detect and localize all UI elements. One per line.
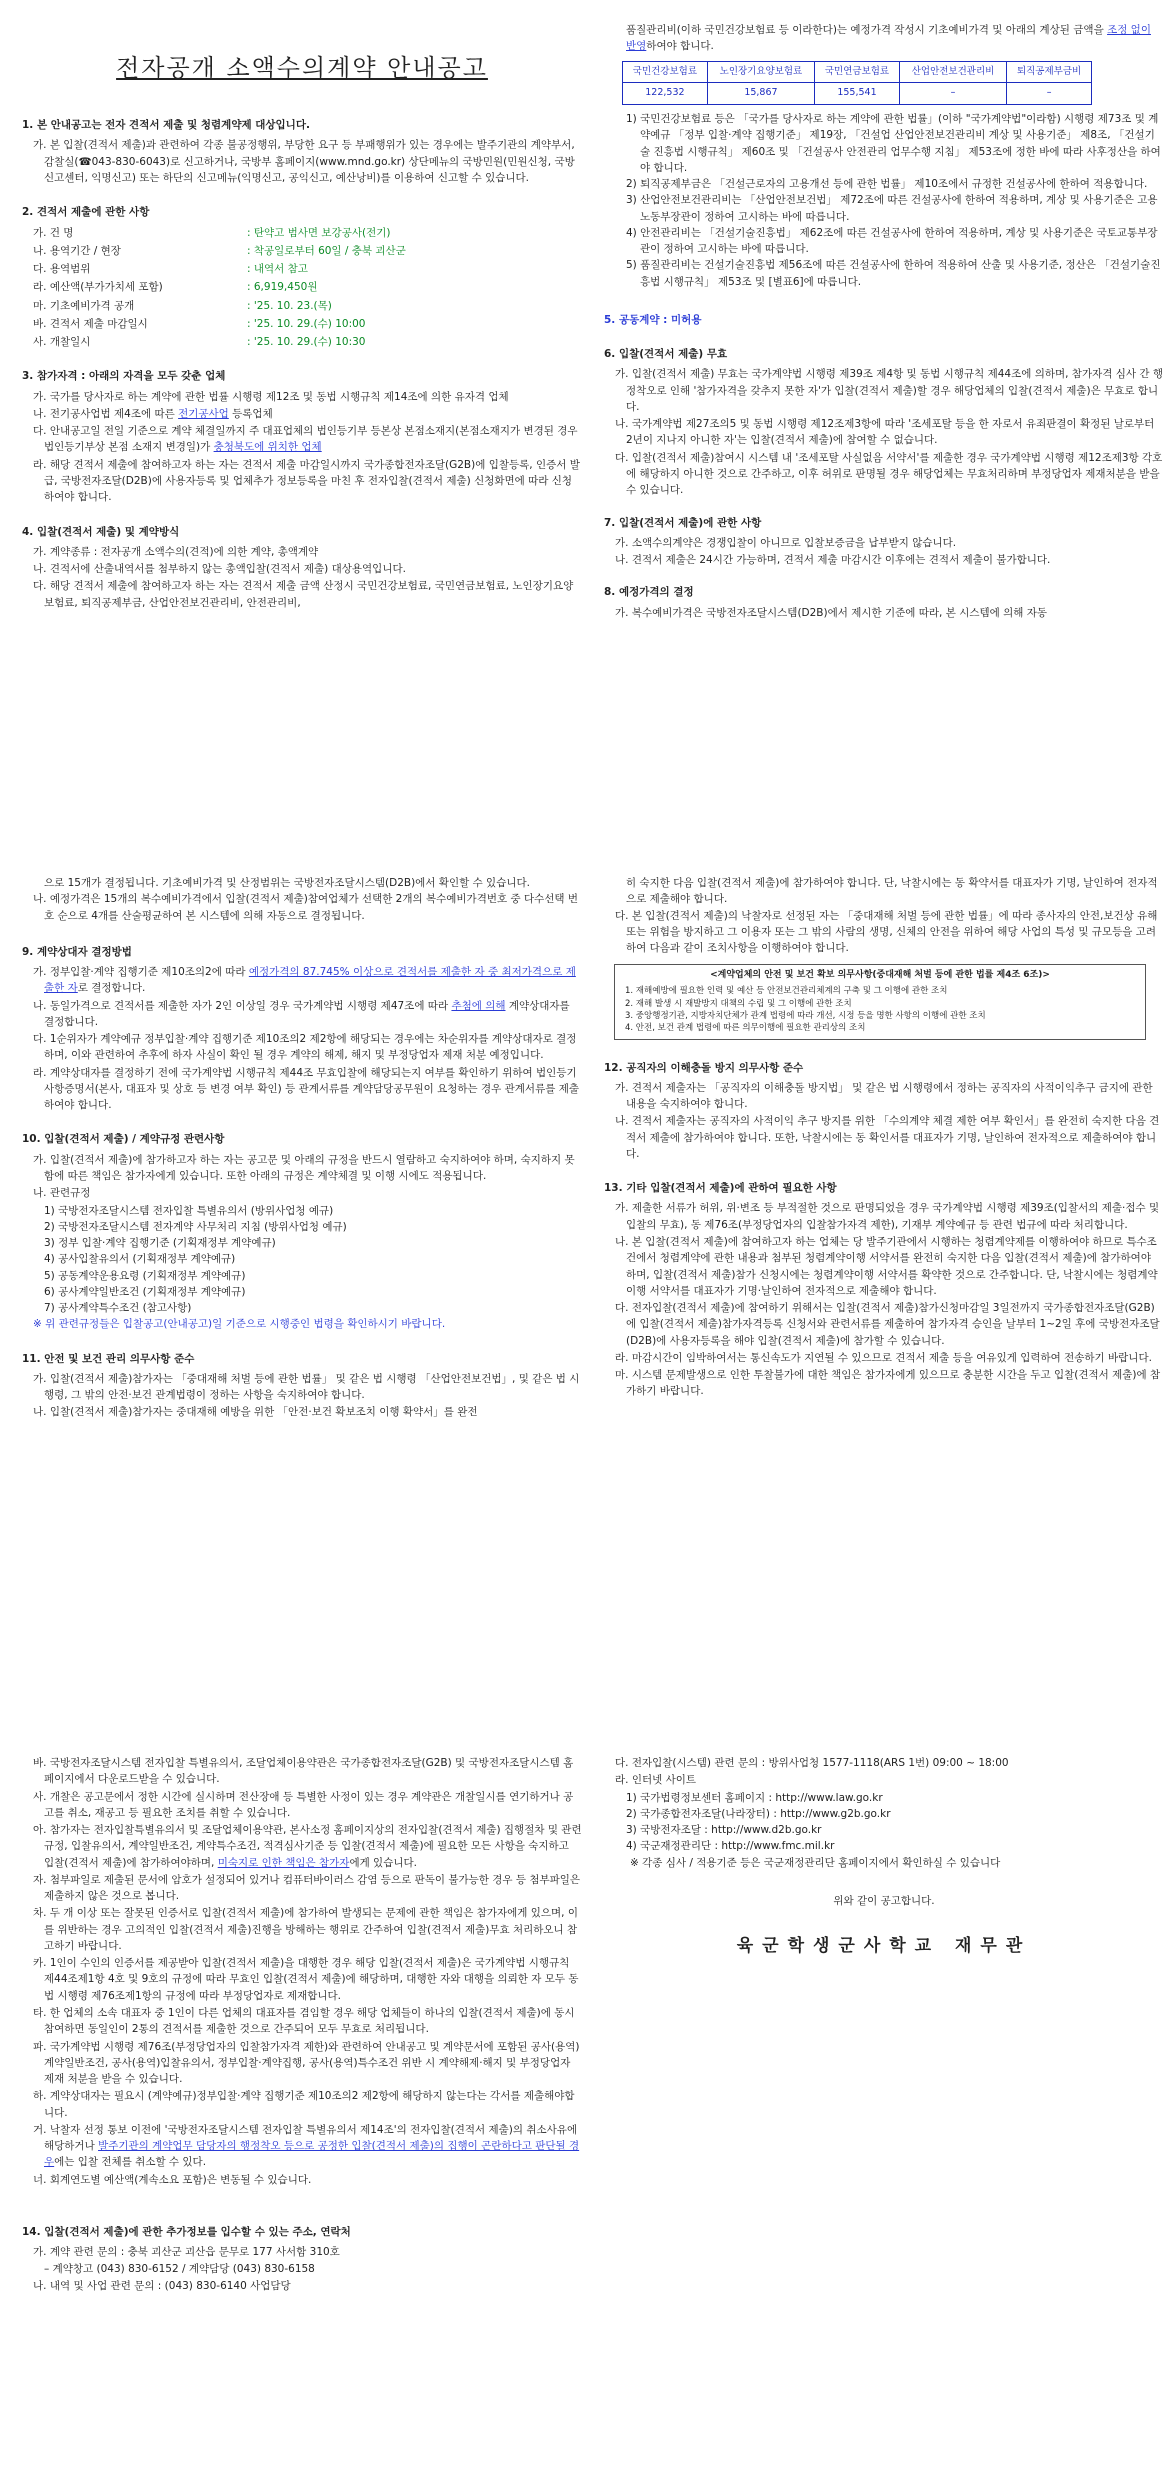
bid-info-row: 바. 견적서 제출 마감일시 : '25. 10. 29.(수) 10:00	[33, 317, 366, 330]
website-link[interactable]: 2) 국가종합전자조달(나라장터) : http://www.g2b.go.kr	[626, 1807, 891, 1820]
bid-info-row: 다. 용역범위 : 내역서 참고	[33, 263, 308, 276]
section-13-item: 카. 1인이 수인의 인증서를 제공받아 입찰(견적서 제출)을 대행한 경우 해당 입찰(견적서 제출)은 국가계약법 시행규칙 제44조제1항 4호 및 9호의 규정에 따라 무효인 입찰(견적서 제출)에 해당하며, 대행한 자와 대행을 의뢰한 자 모두 동법 시행령 제76조제1항의 규정에 따라 부정당업자로 제재합니다.	[33, 1957, 579, 2002]
top-left-column	[22, 50, 582, 612]
cost-note: 3) 산업안전보건관리비는 「산업안전보건법」 제72조에 따른 건설공사에 한하여 적용하며, 계상 및 사용기준은 고용노동부장관이 정하여 고시하는 바에 따릅니다.	[626, 194, 1158, 223]
top-right-column	[604, 22, 1164, 622]
section-8-heading: 8. 예정가격의 결정	[604, 586, 694, 599]
section-6-item: 가. 입찰(견적서 제출) 무효는 국가계약법 시행령 제39조 제4항 및 동법 시행규칙 제44조에 의하며, 참가자격 심사 간 행정착오로 인해 '참가자격을 갖추지 못한 자'가 입찰(견적서 제출)할 경우 해당업체의 입찰(견적서 제출)은 무효로 합니다.	[615, 368, 1163, 413]
section-4-item: 가. 계약종류 : 전자공개 소액수의(견적)에 의한 계약, 총액계약	[33, 545, 319, 558]
section-13-item: 파. 국가계약법 시행령 제76조(부정당업자의 입찰참가자격 제한)와 관련하여 안내공고 및 계약문서에 포함된 공사(용역)계약일반조건, 공사(용역)입찰유의서, 정부입찰·계약집행, 공사(용역)특수조건 위반 시 계약해제·해지 및 부정당업자 제재 처분을 받을 수 있습니다.	[33, 2040, 580, 2086]
section-9-item: 라. 계약상대자를 결정하기 전에 국가계약법 시행규칙 제44조 무효입찰에 해당되는지 여부를 확인하기 위하여 법인등기사항증명서(본사, 대표자 및 상호 등 변경 여부 확인) 등 관계서류를 계약담당공무원이 요청하는 경우 관계서류를 제출하여야 합니다.	[33, 1066, 579, 1112]
section-13-item: 차. 두 개 이상 또는 잘못된 인증서로 입찰(견적서 제출)에 참가하여 발생되는 문제에 관한 책임은 참가자에게 있으며, 이를 위반하는 경우 고의적인 입찰(견적서 제출)진행을 방해하는 행위로 간주하여 입찰(견적서 제출)무효 처리하오니 참고하기 바랍니다.	[33, 1907, 578, 1952]
regulation-item: 7) 공사계약특수조건 (참고사항)	[44, 1302, 192, 1315]
section-13-item: 다. 전자입찰(견적서 제출)에 참여하기 위해서는 입찰(견적서 제출)참가신청마감일 3일전까지 국가종합전자조달(G2B)에 입찰(견적서 제출)참가자격등록 신청서와 관련서류를 제출하여 참가자격 승인을 날부터 1~2일 후에 국방전자조달(D2B)에 사용자등록을 해야 입찰(견적서 제출)에 참가할 수 있습니다.	[615, 1302, 1160, 1347]
bid-info-row: 라. 예산액(부가가치세 포함) : 6,919,450원	[33, 281, 318, 294]
regulation-item: 3) 정부 입찰·계약 집행기준 (기획재정부 계약예규)	[44, 1237, 276, 1250]
section-5-heading: 5. 공동계약 : 미허용	[604, 313, 702, 326]
section-10-item: 나. 관련규정	[33, 1187, 91, 1200]
section-7-item: 나. 견적서 제출은 24시간 가능하며, 견적서 제출 마감시간 이후에는 견적서 제출이 불가합니다.	[615, 554, 1051, 567]
section-4-item: 다. 해당 견적서 제출에 참여하고자 하는 자는 견적서 제출 금액 산정시 국민건강보험료, 국민연금보험료, 노인장기요양보험료, 퇴직공제부금, 산업안전보건관리비, 안전관리비,	[33, 580, 574, 609]
website-link[interactable]: 1) 국가법령정보센터 홈페이지 : http://www.law.go.kr	[626, 1791, 883, 1804]
section-13-item: 바. 국방전자조달시스템 전자입찰 특별유의서, 조달업체이용약관은 국가종합전자조달(G2B) 및 국방전자조달시스템 홈페이지에서 다운로드받을 수 있습니다.	[33, 1757, 574, 1786]
regulation-item: 6) 공사계약일반조건 (기획재정부 계약예규)	[44, 1285, 246, 1298]
section-8-item: 가. 복수예비가격은 국방전자조달시스템(D2B)에서 제시한 기준에 따라, 본 시스템에 의해 자동	[615, 606, 1048, 619]
box-item: 1. 재해예방에 필요한 인력 및 예산 등 안전보건관리체계의 구축 및 그 이행에 관한 조치	[625, 986, 948, 997]
section-9-heading: 9. 계약상대자 결정방법	[22, 945, 132, 958]
section-7-heading: 7. 입찰(견적서 제출)에 관한 사항	[604, 516, 762, 529]
section-13-item: 타. 한 업체의 소속 대표자 중 1인이 다른 업체의 대표자를 겸임할 경우 해당 업체들이 하나의 입찰(견적서 제출)에 동시 참여하면 동일인이 2통의 견적서를 제출한 것으로 간주되어 모두 무효로 처리됩니다.	[33, 2006, 575, 2036]
section-13-item: 하. 계약상대자는 필요시 (계약예규)정부입찰·계약 집행기준 제10조의2 제2항에 해당하지 않는다는 각서를 제출해야합니다.	[33, 2090, 575, 2119]
section-8-continued: 으로 15개가 결정됩니다. 기초예비가격 및 산정범위는 국방전자조달시스템(D2B)에서 확인할 수 있습니다.	[44, 877, 530, 889]
section-10-item: 가. 입찰(견적서 제출)에 참가하고자 하는 자는 공고문 및 아래의 규정을 반드시 열람하고 숙지하여야 하며, 숙지하지 못함에 따른 책임은 참가자에게 있습니다. 또한 아래의 규정은 계약체결 및 이행 시에도 적용됩니다.	[33, 1153, 575, 1182]
box-item: 4. 안전, 보건 관계 법령에 따른 의무이행에 필요한 관리상의 조치	[625, 1023, 866, 1034]
section-13-item: 가. 제출한 서류가 허위, 위·변조 등 부적절한 것으로 판명되었을 경우 국가계약법 시행령 제39조(입찰서의 제출·접수 및 입찰의 무효), 동 제76조(부정당업자의 입찰참가자격 제한), 기재부 계약예규 등 관련 법규에 따라 처리합니다.	[615, 1202, 1160, 1231]
section-1-text: 가. 본 입찰(견적서 제출)과 관련하여 각종 불공정행위, 부당한 요구 등 부패행위가 있는 경우에는 발주기관의 계약부서, 감찰실(☎043-830-6043)로 신고하거나, 국방부 홈페이지(www.mnd.go.kr) 상단메뉴의 국방민원(민원신청, 국방신고센터, 익명신고) 또는 하단의 신고메뉴(익명신고, 공익신고, 예산낭비)를 이용하여 신고할 수 있습니다.	[33, 139, 575, 184]
section-9-item: 가. 정부입찰·계약 집행기준 제10조의2에 따라 예정가격의 87.745% 이상으로 견적서를 제출한 자 중 최저가격으로 제출한 자로 결정합니다.	[33, 966, 576, 995]
section-11-item: 다. 본 입찰(견적서 제출)의 낙찰자로 선정된 자는 「중대재해 처벌 등에 관한 법률」에 따라 종사자의 안전,보건상 유해 또는 위험을 방지하고 그 이용자 또는 그 밖의 사람의 생명, 신체의 안전을 위하여 해당 사업의 특성 및 규모등을 고려하여 다음과 같이 조치사항을 이행하여야 합니다.	[615, 909, 1158, 955]
cost-note: 2) 퇴직공제부금은 「건설근로자의 고용개선 등에 관한 법률」 제10조에서 규정한 건설공사에 한하여 적용합니다.	[626, 178, 1148, 191]
middle-right-column	[604, 875, 1164, 1401]
bid-info-row: 나. 용역기간 / 현장 : 착공일로부터 60일 / 충북 괴산군	[33, 244, 406, 257]
section-13-item: 너. 회계연도별 예산액(계속소요 포함)은 변동될 수 있습니다.	[33, 2173, 312, 2186]
safety-obligation-box	[614, 964, 1146, 1039]
regulation-note: ※ 위 관련규정들은 입찰공고(안내공고)일 기준으로 시행중인 법령을 확인하시기 바랍니다.	[33, 1318, 446, 1331]
section-7-item: 가. 소액수의계약은 경쟁입찰이 아니므로 입찰보증금을 납부받지 않습니다.	[615, 536, 957, 549]
section-11-item: 가. 입찰(견적서 제출)참가자는 「중대재해 처벌 등에 관한 법률」 및 같은 법 시행령 「산업안전보건법」, 및 같은 법 시행령, 그 밖의 안전·보건 관계법령이 정하는 사항을 숙지하여야 합니다.	[33, 1372, 580, 1402]
bid-info-row: 마. 기초예비가격 공개 : '25. 10. 23.(목)	[33, 299, 332, 312]
section-13-item: 마. 시스템 문제발생으로 인한 투찰불가에 대한 책임은 참가자에게 있으므로 충분한 시간을 두고 입찰(견적서 제출)에 참가하기 바랍니다.	[615, 1369, 1161, 1398]
section-12-item: 나. 견적서 제출자는 공직자의 사적이익 추구 방지를 위한 「수의계약 체결 제한 여부 확인서」를 완전히 숙지한 다음 견적서 제출에 참가하여야 합니다. 또한, 낙찰시에는 동 확인서를 대표자가 기명, 날인하여 전자적으로 제출하여야 합니다.	[615, 1115, 1160, 1160]
section-6-item: 다. 입찰(견적서 제출)참여시 시스템 내 '조세포탈 사실없음 서약서'를 제출한 경우 국가계약법 시행령 제12조제3항 각호에 해당하지 아니한 것으로 간주하고, 이후 허위로 판명될 경우 해당업체는 무효처리하며 부정당업자 제재처분을 받을 수 있습니다.	[615, 451, 1163, 497]
section-14-item: – 계약창고 (043) 830-6152 / 계약담당 (043) 830-6158	[44, 2263, 315, 2276]
page-title: 전자공개 소액수의계약 안내공고	[116, 54, 488, 82]
contact-item: 다. 전자입찰(시스템) 관련 문의 : 방위사업청 1577-1118(ARS 1번) 09:00 ~ 18:00	[615, 1757, 1009, 1769]
section-2-heading: 2. 견적서 제출에 관한 사항	[22, 206, 150, 219]
bottom-right-column	[604, 1755, 1164, 1959]
cost-note: 5) 품질관리비는 건설기술진흥법 제56조에 따른 건설공사에 한하여 적용하여 산출 및 사용기준, 정산은 「건설기술진흥법 시행규칙」 제53조 및 [별표6]에 따릅니다.	[626, 259, 1161, 288]
section-13-item: 아. 참가자는 전자입찰특별유의서 및 조달업체이용약관, 본사소정 홈페이지상의 전자입찰(견적서 제출) 집행절차 및 관련규정, 입찰유의서, 계약일반조건, 계약특수조건, 적격심사기준 등 입찰(견적서 제출)에 필요한 모든 사항을 숙지하고 입찰(견적서 제출)에 참가하여야하며, 미숙지로 인한 책임은 참가자에게 있습니다.	[33, 1824, 582, 1869]
section-3-item: 라. 해당 견적서 제출에 참여하고자 하는 자는 견적서 제출 마감일시까지 국가종합전자조달(G2B)에 입찰등록, 인증서 발급, 국방전자조달(D2B)에 사용자등록 및 업체추가 정보등록을 마친 후 전자입찰(견적서 제출) 신청화면에 따라 신청하여야 합니다.	[33, 458, 580, 504]
section-13-item: 라. 마감시간이 임박하여서는 통신속도가 지연될 수 있으므로 견적서 제출 등을 여유있게 입력하여 전송하기 바랍니다.	[615, 1351, 1152, 1364]
regulation-item: 5) 공동계약운용요령 (기획재정부 계약예규)	[44, 1269, 246, 1282]
section-8-item: 나. 예정가격은 15개의 복수예비가격에서 입찰(견적서 제출)참여업체가 선택한 2개의 복수예비가격번호 중 다수선택 번호 순으로 4개를 산술평균하여 본 시스템에 의해 자동으로 결정됩니다.	[33, 893, 579, 922]
box-title: <계약업체의 안전 및 보건 확보 의무사항(중대재해 처벌 등에 관한 법률 제4조 6조)>	[710, 970, 1050, 981]
signer-name: 육군학생군사학교 재무관	[736, 1936, 1032, 1957]
section-12-item: 가. 견적서 제출자는 「공직자의 이해충돌 방지법」 및 같은 법 시행령에서 정하는 공직자의 사적이익추구 금지에 관한 내용을 숙지하여야 합니다.	[615, 1081, 1153, 1111]
section-11-item: 나. 입찰(견적서 제출)참가자는 중대재해 예방을 위한 「안전·보건 확보조치 이행 확약서」를 완전	[33, 1406, 478, 1419]
website-note: ※ 각종 심사 / 적용기준 등은 국군재정관리단 홈페이지에서 확인하실 수 있습니다	[630, 1856, 1001, 1869]
section-14-item: 나. 내역 및 사업 관련 문의 : (043) 830-6140 사업담당	[33, 2279, 291, 2292]
section-10-heading: 10. 입찰(견적서 제출) / 계약규정 관련사항	[22, 1133, 225, 1146]
section-13-item: 거. 낙찰자 선정 통보 이전에 '국방전자조달시스템 전자입찰 특별유의서 제14조'의 전자입찰(견적서 제출)의 취소사유에 해당하거나 발주기관의 계약업무 담당자의 행정착오 등으로 공정한 입찰(견적서 제출)의 집행이 곤란하다고 판단될 경우에는 입찰 전체를 취소할 수 있다.	[33, 2123, 580, 2169]
section-14-item: 가. 계약 관련 문의 : 충북 괴산군 괴산읍 문무로 177 사서함 310호	[33, 2246, 340, 2259]
section-13-item: 나. 본 입찰(견적서 제출)에 참여하고자 하는 업체는 당 발주기관에서 시행하는 청렴계약제를 이행하여야 하므로 특수조건에서 청렴계약에 관한 내용과 첨부된 청렴계약이행 서약서를 완전히 숙지한 다음 입찰(견적서 제출)에 참가하여야 하며, 입찰(견적서 제출)참가 신청시에는 청렴계약이행 서약서를 확약한 것으로 간주합니다. 단, 낙찰시에는 청렴계약이행 서약서를 대표자가 기명·날인하여 전자적으로 제출해야 합니다.	[615, 1236, 1158, 1297]
regulation-item: 1) 국방전자조달시스템 전자입찰 특별유의서 (방위사업청 예규)	[44, 1204, 334, 1217]
section-3-item: 나. 전기공사업법 제4조에 따른 전기공사업 등록업체	[33, 407, 273, 420]
box-item: 2. 재해 발생 시 재발방지 대책의 수립 및 그 이행에 관한 조치	[625, 998, 852, 1009]
section-9-item: 다. 1순위자가 계약예규 정부입찰·계약 집행기준 제10조의2 제2항에 해당되는 경우에는 차순위자를 계약상대자로 결정하며, 이와 관련하여 추후에 하자 사실이 확인 될 경우 계약의 해제, 해지 및 부정당업자 제재 처분 예정입니다.	[33, 1033, 577, 1062]
section-11-continued: 히 숙지한 다음 입찰(견적서 제출)에 참가하여야 합니다. 단, 낙찰시에는 동 확약서를 대표자가 기명, 날인하여 전자적으로 제출해야 합니다.	[626, 877, 1158, 906]
section-6-item: 나. 국가계약법 제27조의5 및 동법 시행령 제12조제3항에 따라 '조세포탈 등을 한 자로서 유죄판결이 확정된 날로부터 2년이 지나지 아니한 자'는 입찰(견적서 제출)에 참여할 수 없습니다.	[615, 418, 1155, 447]
table-header-row: 국민건강보험료 노인장기요양보험료 국민연금보험료 산업안전보건관리비 퇴직공제부금비	[623, 61, 1092, 83]
insurance-cost-table	[622, 61, 1092, 105]
section-13-item: 사. 개찰은 공고문에서 정한 시간에 실시하며 전산장애 등 특별한 사정이 있는 경우 계약관은 개찰일시를 연기하거나 공고를 취소, 재공고 등 필요한 조치를 취할 수 있습니다.	[33, 1790, 574, 1819]
website-link[interactable]: 3) 국방전자조달 : http://www.d2b.go.kr	[626, 1824, 822, 1837]
section-4-heading: 4. 입찰(견적서 제출) 및 계약방식	[22, 525, 180, 538]
section-4-item: 나. 견적서에 산출내역서를 첨부하지 않는 총액입찰(견적서 제출) 대상용역입니다.	[33, 563, 406, 576]
bottom-left-column	[22, 1755, 582, 2295]
section-13-item: 자. 첨부파일로 제출된 문서에 암호가 설정되어 있거나 컴퓨터바이러스 감염 등으로 판독이 불가능한 경우 등 첨부파일은 제출하지 않은 것으로 봅니다.	[33, 1873, 581, 1903]
section-14-heading: 14. 입찰(견적서 제출)에 관한 추가정보를 입수할 수 있는 주소, 연락처	[22, 2225, 351, 2238]
regulation-item: 4) 공사입찰유의서 (기획재정부 계약예규)	[44, 1253, 236, 1266]
cost-note: 4) 안전관리비는 「건설기술진흥법」 제62조에 따른 건설공사에 한하여 적용하며, 계상 및 사용기준은 국토교통부장관이 정하여 고시하는 바에 따릅니다.	[626, 226, 1158, 256]
cost-note: 1) 국민건강보험료 등은 「국가를 당사자로 하는 계약에 관한 법률」(이하 "국가계약법"이라함) 시행령 제73조 및 계약예규 「정부 입찰·계약 집행기준」 제19장, 「건설업 산업안전보건관리비 계상 및 사용기준」 제8조, 「건설기술 진흥법 시행규칙」 제60조 및 「건설공사 안전관리 업무수행 지침」 제53조에 정한 바에 따라 사후정산을 하여야 합니다.	[626, 112, 1161, 174]
website-link[interactable]: 4) 국군재정관리단 : http://www.fmc.mil.kr	[626, 1840, 835, 1853]
section-9-item: 나. 동일가격으로 견적서를 제출한 자가 2인 이상일 경우 국가계약법 시행령 제47조에 따라 추첨에 의해 계약상대자를 결정합니다.	[33, 999, 570, 1028]
bid-info-row: 가. 건 명 : 탄약고 범사면 보강공사(전기)	[33, 226, 391, 239]
bid-info-list	[22, 225, 582, 351]
contact-item: 라. 인터넷 사이트	[615, 1774, 697, 1787]
cost-intro: 품질관리비(이하 국민건강보험료 등 이라한다)는 예정가격 작성시 기초예비가격 및 아래의 계상된 금액을 조정 없이 반영하여야 합니다.	[626, 24, 1151, 53]
table-row: 122,532 15,867 155,541 – –	[623, 83, 1092, 105]
section-3-item: 다. 안내공고일 전일 기준으로 계약 체결일까지 주 대표업체의 법인등기부 등본상 본점소재지(본점소재지가 변경된 경우 법인등기부상 본점 소재지 변경일)가 충청북도에 위치한 업체	[33, 425, 578, 454]
closing-statement: 위와 같이 공고합니다.	[833, 1894, 935, 1907]
regulation-item: 2) 국방전자조달시스템 전자계약 사무처리 지침 (방위사업청 예규)	[44, 1220, 347, 1233]
bid-info-row: 사. 개찰일시 : '25. 10. 29.(수) 10:30	[33, 336, 366, 349]
section-13-heading: 13. 기타 입찰(견적서 제출)에 관하여 필요한 사항	[604, 1182, 837, 1195]
section-3-heading: 3. 참가자격 : 아래의 자격을 모두 갖춘 업체	[22, 370, 226, 383]
section-12-heading: 12. 공직자의 이해충돌 방지 의무사항 준수	[604, 1061, 804, 1074]
section-1-heading: 1. 본 안내공고는 전자 견적서 제출 및 청렴계약제 대상입니다.	[22, 119, 310, 132]
section-11-heading: 11. 안전 및 보건 관리 의무사항 준수	[22, 1352, 195, 1365]
section-6-heading: 6. 입찰(견적서 제출) 무효	[604, 348, 728, 361]
box-item: 3. 중앙행정기관, 지방자치단체가 관계 법령에 따라 개선, 시정 등을 명한 사항의 이행에 관한 조치	[625, 1011, 986, 1021]
section-3-item: 가. 국가를 당사자로 하는 계약에 관한 법률 시행령 제12조 및 동법 시행규칙 제14조에 의한 유자격 업체	[33, 390, 509, 403]
middle-left-column	[22, 875, 582, 1422]
